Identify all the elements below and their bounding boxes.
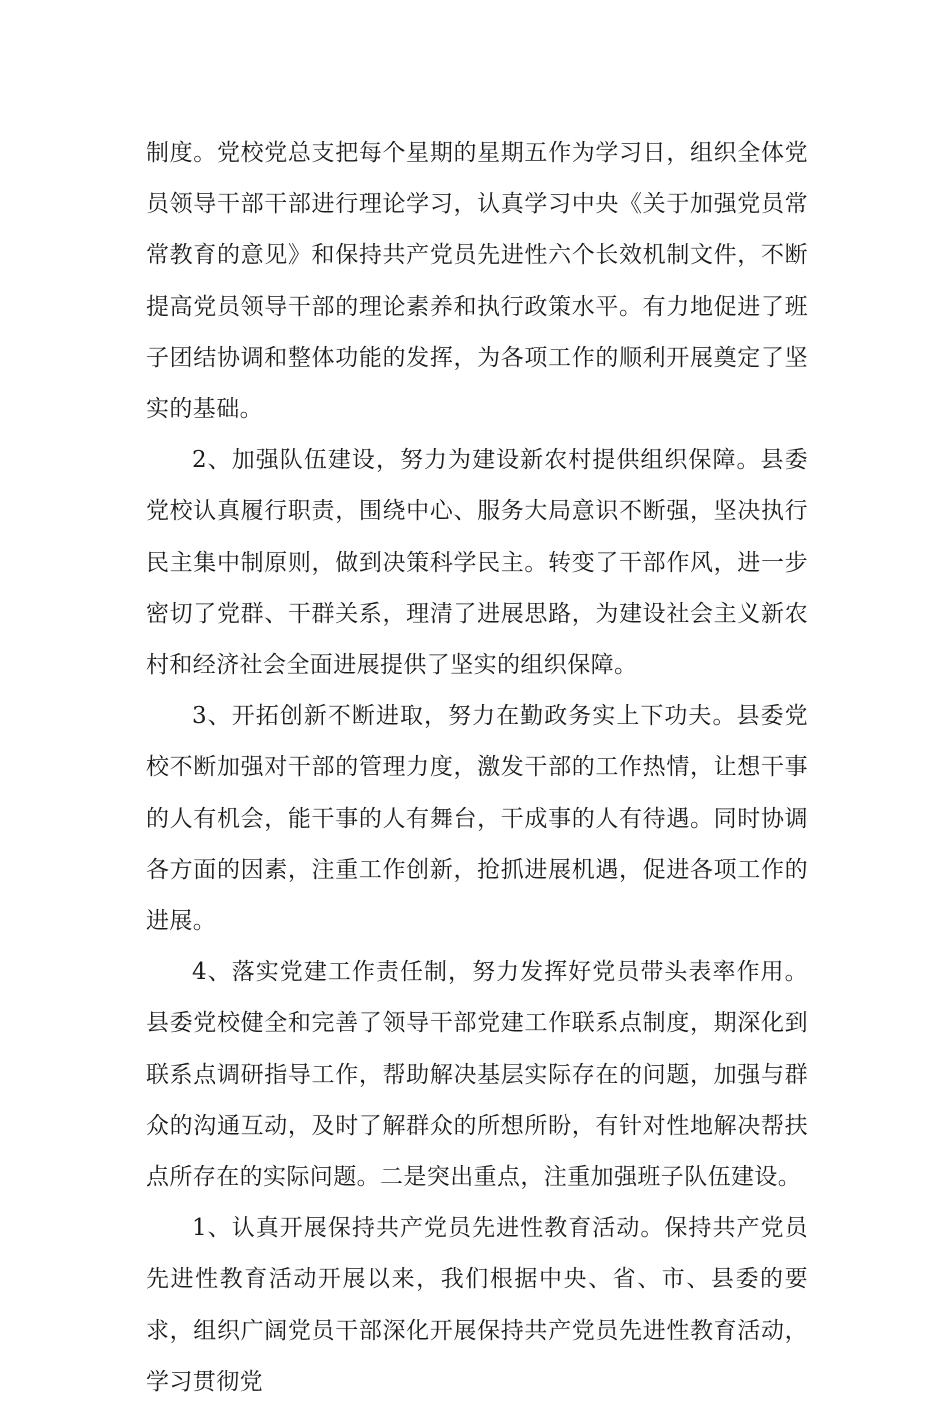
document-body — [146, 128, 808, 1408]
paragraph-3: 3、开拓创新不断进取，努力在勤政务实上下功夫。县委党校不断加强对干部的管理力度，激发干部的工作热情，让想干事的人有机会，能干事的人有舞台，干成事的人有待遇。同时协调各方面的因素，注重工作创新，抢抓进展机遇，促进各项工作的进展。 — [146, 703, 808, 935]
paragraph-2: 2、加强队伍建设，努力为建设新农村提供组织保障。县委党校认真履行职责，围绕中心、服务大局意识不断强，坚决执行民主集中制原则，做到决策科学民主。转变了干部作风，进一步密切了党群、干群关系，理清了进展思路，为建设社会主义新农村和经济社会全面进展提供了坚实的组织保障。 — [146, 447, 808, 679]
paragraph-5: 1、认真开展保持共产党员先进性教育活动。保持共产党员先进性教育活动开展以来，我们根据中央、省、市、县委的要求，组织广阔党员干部深化开展保持共产党员先进性教育活动，学习贯彻党 — [146, 1215, 808, 1395]
paragraph-4: 4、落实党建工作责任制，努力发挥好党员带头表率作用。县委党校健全和完善了领导干部党建工作联系点制度，期深化到联系点调研指导工作，帮助解决基层实际存在的问题，加强与群众的沟通互动，及时了解群众的所想所盼，有针对性地解决帮扶点所存在的实际问题。二是突出重点，注重加强班子队伍建设。 — [146, 959, 808, 1191]
paragraph-1: 制度。党校党总支把每个星期的星期五作为学习日，组织全体党员领导干部干部进行理论学习，认真学习中央《关于加强党员常常教育的意见》和保持共产党员先进性六个长效机制文件，不断提高党员领导干部的理论素养和执行政策水平。有力地促进了班子团结协调和整体功能的发挥，为各项工作的顺利开展奠定了坚实的基础。 — [146, 140, 808, 423]
